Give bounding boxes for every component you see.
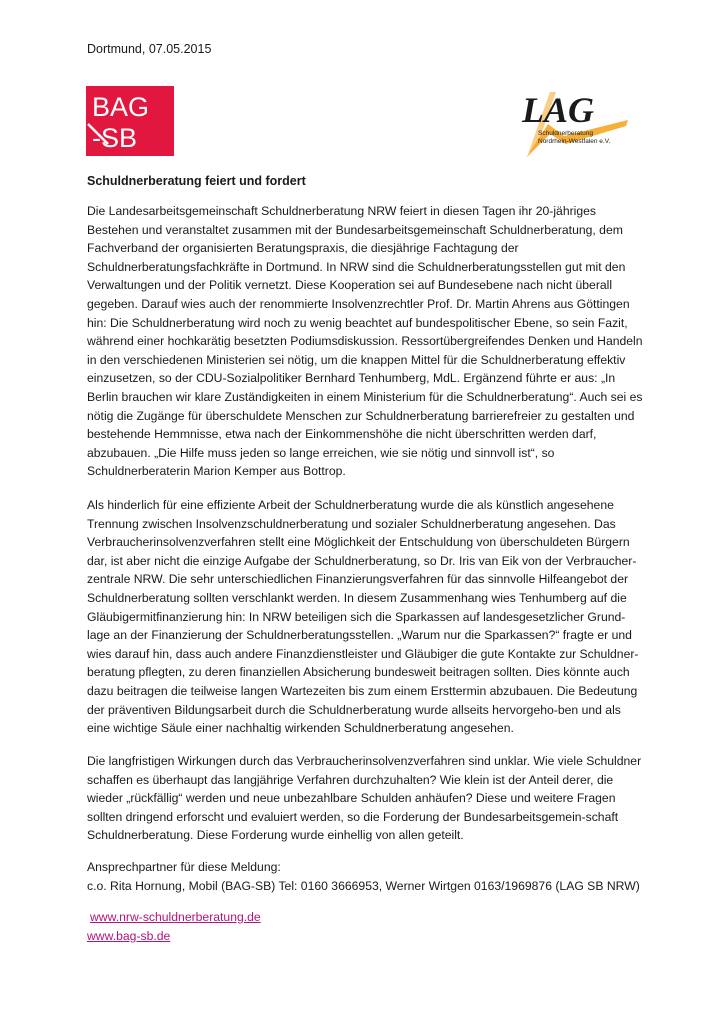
- lag-logo-main: LAG: [522, 90, 594, 130]
- paragraph-3: Die langfristigen Wirkungen durch das Verbraucherinsolvenzverfahren sind unklar. Wie viele Schuldner schaffen es überhaupt das langjährige Verfahren durchzuhalten? Wie klein ist der Anteil derer, die wieder „rückfällig“ werden und neue unbezahlbare Schulden anhäufen? Diese und weitere Fragen sollten dringend erforscht und evaluiert werden, so die Forderung der Bundesarbeitsgemein-schaft Schuldnerberatung. Diese Forderung wurde einhellig von allen geteilt.: [87, 754, 642, 843]
- bag-logo-line2: -SB: [92, 123, 138, 153]
- bag-sb-logo: [86, 86, 174, 156]
- links-block: [87, 908, 261, 945]
- article-title: Schuldnerberatung feiert und fordert: [87, 174, 306, 188]
- lag-logo-line1: Schuldnerberatung: [538, 130, 593, 137]
- nrw-link[interactable]: www.nrw-schuldnerberatung.de: [90, 910, 261, 924]
- bag-link[interactable]: www.bag-sb.de: [87, 928, 171, 943]
- contact-line: c.o. Rita Hornung, Mobil (BAG-SB) Tel: 0160 3666953, Werner Wirtgen 0163/1969876 (LAG SB NRW): [87, 878, 640, 893]
- bag-logo-line1: BAG: [92, 92, 150, 122]
- contact-block: [87, 858, 687, 895]
- contact-heading: Ansprechpartner für diese Meldung:: [87, 860, 281, 874]
- lag-logo: [508, 84, 632, 160]
- dateline: Dortmund, 07.05.2015: [87, 42, 212, 56]
- lag-logo-line2: Nordrhein-Westfalen e.V.: [538, 138, 611, 145]
- paragraph-2: Als hinderlich für eine effiziente Arbeit der Schuldnerberatung wurde die als künstlich angesehene Trennung zwischen Insolvenzschuldnerberatung und sozialer Schuldnerberatung angesehen. Das Verbraucherinsolvenzverfahren stellt eine Möglichkeit der Entschuldung von überschuldeten Bürgern dar, ist aber nicht die einzige Aufgabe der Schuldnerberatung, so Dr. Iris van Eik von der Verbraucher-zentrale NRW. Die sehr unterschiedlichen Finanzierungsverfahren für das sinnvolle Hilfeangebot der Schuldnerberatung sollten verschlankt werden. In diesem Zusammenhang wies Tenhumberg auf die Gläubigermitfinanzierung hin: In NRW beteiligen sich die Sparkassen auf landesgesetzlicher Grund-lage an der Finanzierung der Schuldnerberatungsstellen. „Warum nur die Sparkassen?“ fragte er und wies darauf hin, dass auch andere Finanzdienstleister und Gläubiger die gute Kontakte zur Schuldner-beratung pflegten, zu deren finanziellen Absicherung bundesweit beitragen sollten. Dies könnte auch dazu beitragen die teilweise langen Wartezeiten bis zum einem Ersttermin abzubauen. Die Bedeutung der präventiven Bildungsarbeit durch die Schuldnerberatung wurde allseits hervorgeho-ben und als eine wichtige Säule einer nachhaltig wirkenden Schuldnerberatung angesehen.: [87, 498, 639, 736]
- paragraph-1: Die Landesarbeitsgemeinschaft Schuldnerberatung NRW feiert in diesen Tagen ihr 20-jähriges Bestehen und veranstaltet zusammen mit der Bundesarbeitsgemeinschaft Schuldnerberatung, dem Fachverband der organisierten Beratungspraxis, die diesjährige Fachtagung der Schuldnerberatungsfachkräfte in Dortmund. In NRW sind die Schuldnerberatungsstellen gut mit den Verwaltungen und der Politik vernetzt. Diese Kooperation sei auf Bundesebene nach nicht überall gegeben. Darauf wies auch der renommierte Insolvenzrechtler Prof. Dr. Martin Ahrens aus Göttingen hin: Die Schuldnerberatung wird noch zu wenig beachtet auf bundespolitischer Ebene, so sein Fazit, während einer hochkarätig besetzten Podiumsdiskussion. Ressortübergreifendes Denken und Handeln in den verschiedenen Ministerien sei nötig, um die knappen Mittel für die Schuldnerberatung effektiv einzusetzen, so der CDU-Sozialpolitiker Bernhard Tenhumberg, MdL. Ergänzend führte er aus: „In Berlin brauchen wir klare Zuständigkeiten in einem Ministerium für die Schuldnerberatung“. Auch sei es nötig die Zugänge für überschuldete Menschen zur Schuldnerberatung barrierefreier zu gestalten und bestehende Hemmnisse, etwa nach der Einkommenshöhe die nicht überschritten werden darf, abzubauen. „Die Hilfe muss jeden so lange erreichen, wie sie nötig und sinnvoll ist“, so Schuldnerberaterin Marion Kemper aus Bottrop.: [87, 204, 643, 479]
